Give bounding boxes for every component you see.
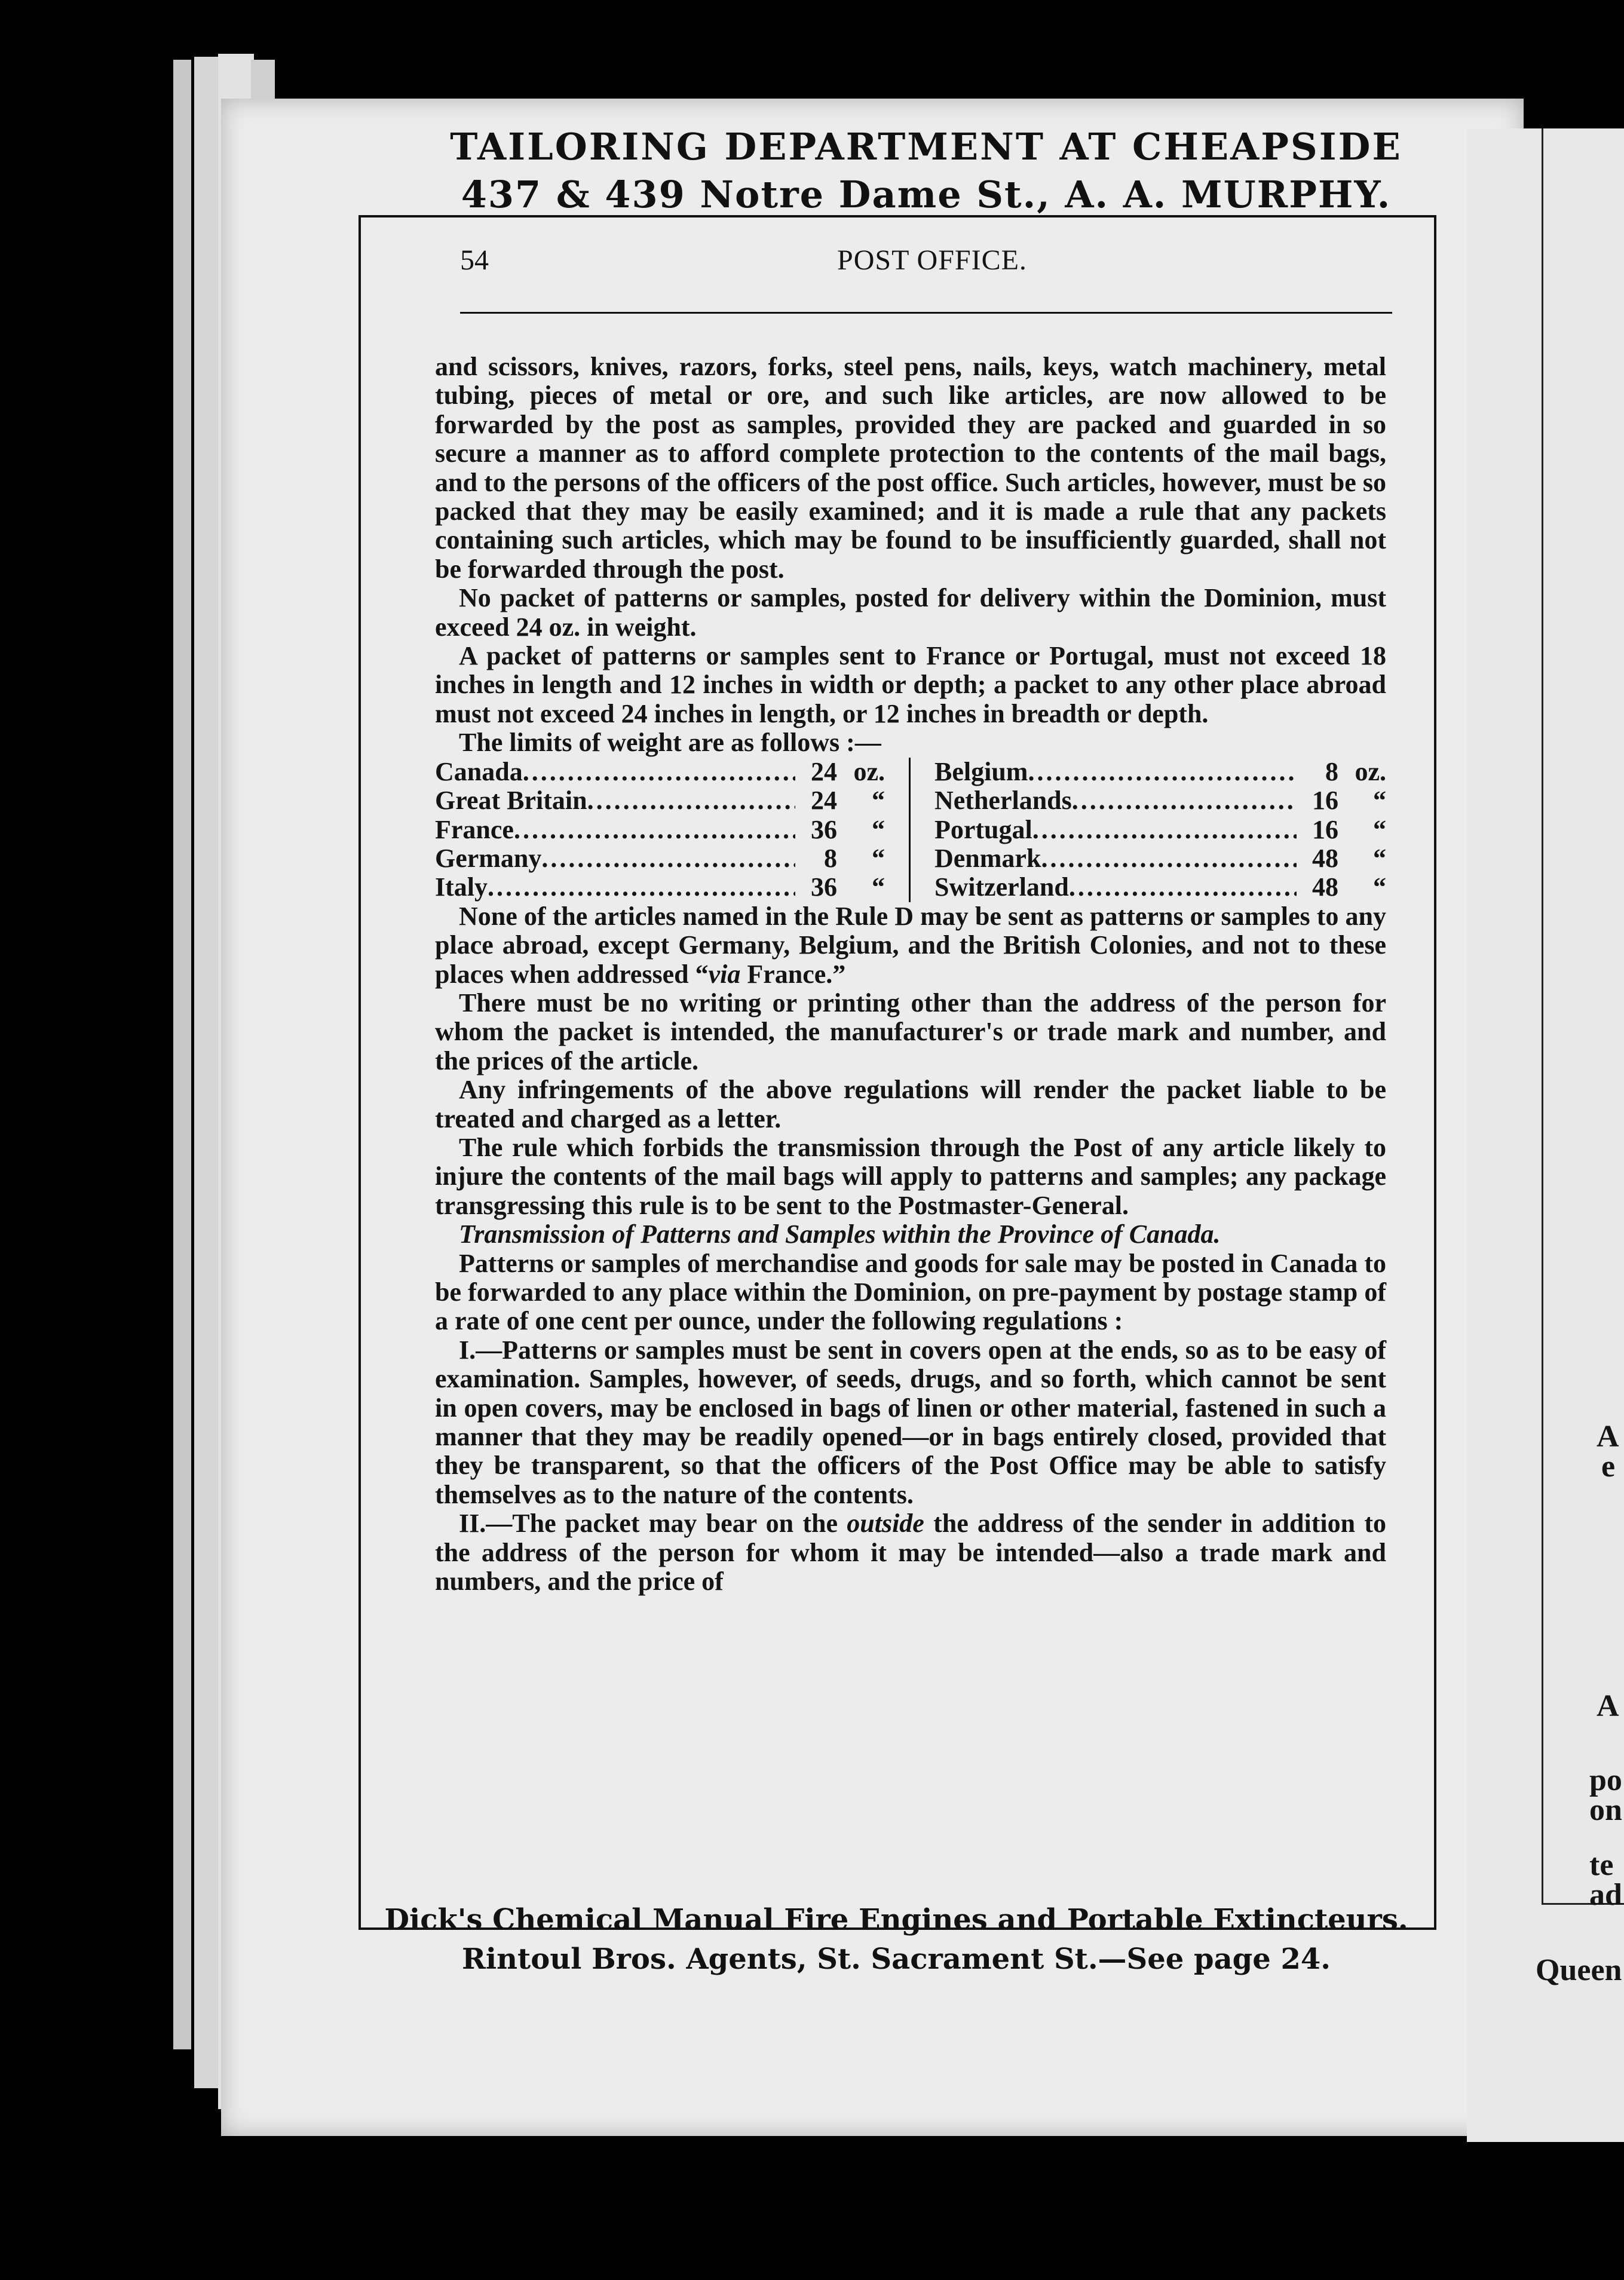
weight-unit: oz. — [853, 756, 885, 786]
weight-value: 48 — [1312, 843, 1338, 873]
country-name: Switzerland — [934, 872, 1069, 902]
section-subheading — [435, 1220, 1386, 1249]
leader-dots — [1028, 758, 1297, 786]
subheading-text: Transmission of Patterns and Samples within the Province of Canada. — [459, 1219, 1221, 1249]
limits-row — [934, 786, 1386, 815]
leader-dots — [587, 786, 795, 815]
leader-dots — [523, 758, 795, 786]
weight-value: 8 — [1325, 756, 1338, 786]
advertisement-footer — [358, 1900, 1434, 1979]
paragraph-text: France.” — [740, 959, 846, 989]
leader-dots — [488, 873, 795, 902]
country-name: Great Britain — [435, 786, 587, 816]
weight-unit: “ — [1373, 814, 1386, 844]
header-rule — [460, 312, 1392, 314]
weight-value: 16 — [1312, 786, 1338, 816]
weight-limits-table — [435, 758, 1386, 902]
book-edge — [194, 57, 218, 2088]
limits-row — [934, 816, 1386, 844]
right-page-fragment: on — [1589, 1793, 1622, 1827]
country-name: Netherlands — [934, 786, 1072, 816]
italic-text: outside — [847, 1509, 924, 1539]
weight-unit: “ — [872, 872, 885, 902]
weight-value: 8 — [824, 843, 837, 873]
leader-dots — [514, 816, 795, 844]
paragraph: The rule which forbids the transmission through the Post of any article likely to injure the contents of the mail bags will apply to patterns and samples; any package transgressing this rule is to be sent to the Postmaster-General. — [435, 1132, 1386, 1220]
footer-line-1: Dick's Chemical Manual Fire Engines and Portable Extincteurs. — [384, 1903, 1408, 1936]
weight-unit: oz. — [1355, 756, 1386, 786]
weight-unit: “ — [872, 843, 885, 873]
weight-unit: “ — [1373, 843, 1386, 873]
running-head: POST OFFICE. — [837, 244, 1027, 276]
limits-row — [435, 816, 885, 844]
country-name: Belgium — [934, 756, 1028, 786]
paragraph-text: II.—The packet may bear on the — [459, 1509, 847, 1539]
paragraph: I.—Patterns or samples must be sent in covers open at the ends, so as to be easy of examination. Samples, however, of seeds, drugs, and so forth, which cannot be sent in open covers, may be enclosed in bags of linen or other material, fastened in such a manner that they may be readily opened—or in bags entirely closed, provided that they be transparent, so that the officers of the Post Office may be able to satisfy themselves as to the nature of the contents. — [435, 1335, 1386, 1509]
right-page-fragment: ad — [1589, 1878, 1622, 1912]
weight-value: 24 — [811, 756, 837, 786]
paragraph — [435, 1509, 1386, 1596]
limits-row — [934, 873, 1386, 902]
limits-row — [435, 758, 885, 786]
weight-unit: “ — [1373, 872, 1386, 902]
leader-dots — [1072, 786, 1297, 815]
header-line-2: 437 & 439 Notre Dame St., A. A. MURPHY. — [461, 173, 1392, 216]
right-page-fragment: A — [1597, 1420, 1619, 1454]
limits-row — [435, 844, 885, 873]
weight-unit: “ — [1373, 786, 1386, 816]
paragraph: A packet of patterns or samples sent to France or Portugal, must not exceed 18 inches in length and 12 inches in width or depth; a packet to any other place abroad must not exceed 24 inches in length, or 12 inches in breadth or depth. — [435, 641, 1386, 728]
advertisement-header — [430, 122, 1422, 218]
right-page-fragment: te — [1589, 1848, 1614, 1882]
paragraph: There must be no writing or printing other than the address of the person for whom the packet is intended, the manufacturer's or trade mark and number, and the prices of the article. — [435, 988, 1386, 1075]
right-page-fragment: po — [1589, 1763, 1622, 1797]
paragraph: Patterns or samples of merchandise and goods for sale may be posted in Canada to be forwarded to any place within the Dominion, on pre-payment by postage stamp of a rate of one cent per ounce, under the following regulations : — [435, 1248, 1386, 1336]
country-name: Canada — [435, 756, 523, 786]
paragraph: and scissors, knives, razors, forks, steel pens, nails, keys, watch machinery, metal tubing, pieces of metal or ore, and such like articles, are now allowed to be forwarded by the post as samples, provided they are packed and guarded in so secure a manner as to afford complete protection to the contents of the mail bags, and to the persons of the officers of the post office. Such articles, however, must be so packed that they may be easily examined; and it is made a rule that any packets containing such articles, which may be found to be insufficiently guarded, shall not be forwarded through the post. — [435, 352, 1386, 584]
right-page-frame — [1542, 128, 1624, 1905]
header-line-1: TAILORING DEPARTMENT AT CHEAPSIDE — [450, 125, 1402, 168]
limits-row — [435, 786, 885, 815]
leader-dots — [541, 844, 795, 873]
country-name: Germany — [435, 843, 542, 873]
paragraph — [435, 902, 1386, 989]
weight-unit: “ — [872, 814, 885, 844]
paragraph-text: None of the articles named in the Rule D may be sent as patterns or samples to any place abroad, except Germany, Belgium, and the British Colonies, and not to these places when addressed “ — [435, 901, 1386, 989]
body-text — [435, 353, 1386, 1596]
paragraph: Any infringements of the above regulations will render the packet liable to be treated and charged as a letter. — [435, 1075, 1386, 1133]
page-number: 54 — [460, 244, 489, 276]
right-page-fragment: A — [1597, 1689, 1619, 1723]
paragraph: No packet of patterns or samples, posted for delivery within the Dominion, must exceed 24 oz. in weight. — [435, 583, 1386, 642]
limits-row — [934, 758, 1386, 786]
leader-dots — [1041, 844, 1297, 873]
paragraph: The limits of weight are as follows :— — [459, 728, 881, 758]
limits-row — [934, 844, 1386, 873]
right-page-fragment: e — [1601, 1449, 1616, 1484]
leader-dots — [1032, 816, 1297, 844]
country-name: Italy — [435, 872, 488, 902]
weight-value: 24 — [811, 786, 837, 816]
limits-column-left — [435, 758, 911, 902]
weight-value: 48 — [1312, 872, 1338, 902]
country-name: France — [435, 814, 514, 844]
country-name: Portugal — [934, 814, 1032, 844]
weight-unit: “ — [872, 786, 885, 816]
country-name: Denmark — [934, 843, 1041, 873]
leader-dots — [1069, 873, 1297, 902]
book-edge — [173, 60, 191, 2049]
paragraph-text: the address of the sender in addition to the address of the person for whom it may be intended—also a trade mark and numbers, and the price of — [435, 1509, 1386, 1596]
weight-value: 16 — [1312, 814, 1338, 844]
footer-line-2: Rintoul Bros. Agents, St. Sacrament St.—See page 24. — [462, 1942, 1331, 1976]
limits-column-right — [911, 758, 1386, 902]
italic-text: via — [708, 959, 741, 989]
limits-row — [435, 873, 885, 902]
weight-value: 36 — [811, 872, 837, 902]
right-page-fragment: Queen — [1536, 1953, 1622, 1987]
weight-value: 36 — [811, 814, 837, 844]
